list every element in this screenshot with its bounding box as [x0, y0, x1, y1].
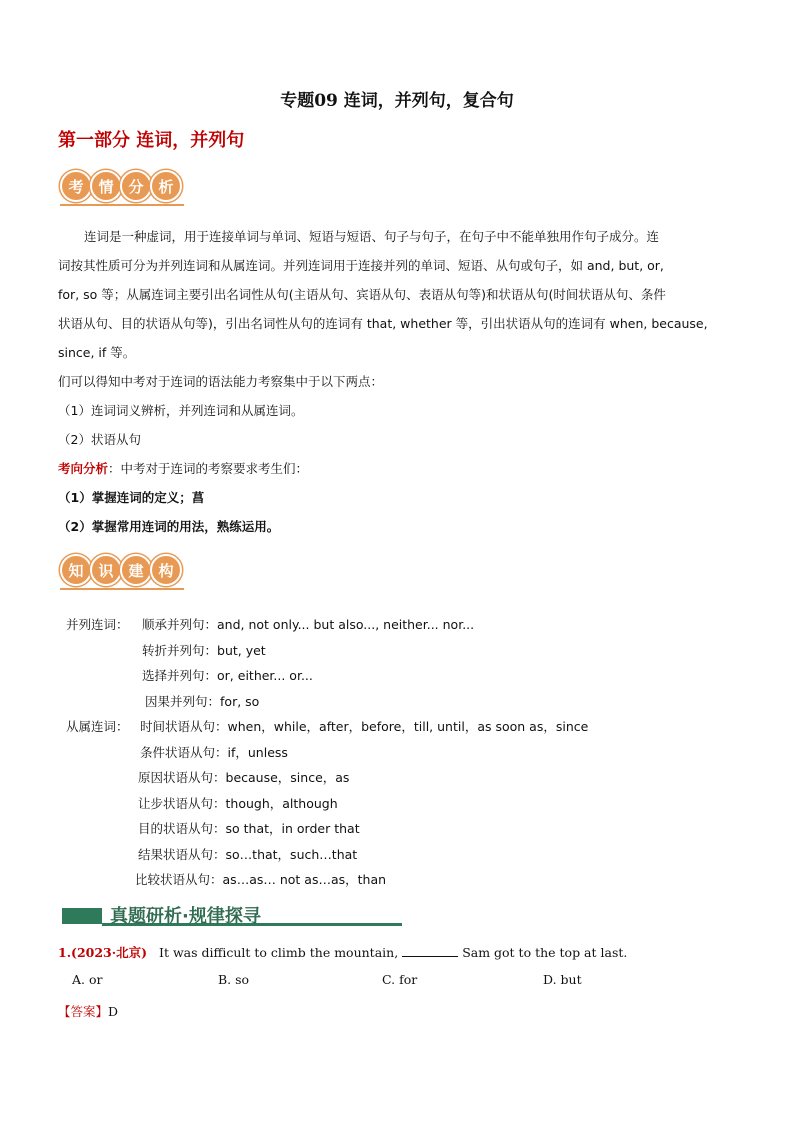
badge-char: 知: [60, 554, 92, 586]
question-1: [58, 943, 627, 961]
coord-row: 转折并列句：but, yet: [142, 643, 266, 658]
section-banner: [62, 902, 402, 930]
direction-text: ：中考对于连词的考察要求考生们：: [108, 461, 309, 476]
badge-char: 分: [120, 170, 152, 202]
answer-label: 【答案】: [58, 1004, 109, 1019]
question-stem-after: Sam got to the top at last.: [462, 945, 628, 960]
direction-label: 考向分析: [58, 461, 109, 476]
sub-row: 结果状语从句：so…that，such…that: [138, 847, 358, 862]
coord-row: 顺承并列句：and, not only... but also..., neither... nor...: [142, 617, 475, 632]
sub-row: 让步状语从句：though，although: [138, 796, 338, 811]
intro-line-4: 状语从句、目的状语从句等)，引出名词性从句的连词有 that, whether 等，引出状语从句的连词有 when, because,: [58, 316, 708, 331]
badge-char: 构: [150, 554, 182, 586]
coord-label: 并列连词：: [66, 617, 129, 632]
option-d: D. but: [543, 972, 582, 987]
requirement-1: （1）掌握连词的定义；菖: [58, 490, 205, 505]
answer-line: [58, 1002, 118, 1020]
banner-text: 真题研析·规律探寻: [110, 906, 261, 927]
sub-row: 原因状语从句：because，since，as: [138, 770, 350, 785]
answer-blank: [402, 944, 458, 957]
point-2: （2）状语从句: [58, 432, 141, 447]
sub-row: 比较状语从句：as…as… not as…as，than: [135, 872, 387, 887]
badge-char: 析: [150, 170, 182, 202]
sub-row: 条件状语从句：if，unless: [140, 745, 288, 760]
intro-line-3: for, so 等；从属连词主要引出名词性从句(主语从句、宾语从句、表语从句等)和状语从句(时间状语从句、条件: [58, 287, 666, 302]
page-title: 专题09 连词，并列句，复合句: [280, 91, 514, 111]
part-heading: 第一部分 连词，并列句: [58, 130, 245, 151]
intro-line-2: 词按其性质可分为并列连词和从属连词。并列连词用于连接并列的单词、短语、从句或句子，如 and, but, or,: [58, 258, 664, 273]
badge-char: 识: [90, 554, 122, 586]
analysis-badge: [60, 166, 184, 206]
knowledge-badge: [60, 550, 184, 590]
intro-line-1: 连词是一种虚词，用于连接单词与单词、短语与短语、句子与句子，在句子中不能单独用作句子成分。连: [84, 229, 660, 244]
sub-label: 从属连词：: [66, 719, 129, 734]
question-stem-before: It was difficult to climb the mountain,: [159, 945, 399, 960]
coord-row: 因果并列句：for, so: [145, 694, 260, 709]
summary-line: 们可以得知中考对于连词的语法能力考察集中于以下两点：: [58, 374, 384, 389]
direction-line: [58, 454, 308, 483]
option-a: A. or: [72, 972, 103, 987]
coord-row: 选择并列句：or, either... or...: [142, 668, 313, 683]
option-b: B. so: [218, 972, 250, 987]
requirement-2: （2）掌握常用连词的用法，熟练运用。: [58, 519, 280, 534]
sub-row: 时间状语从句：when，while，after，before，till, until，as soon as，since: [140, 719, 589, 734]
point-1: （1）连词词义辨析，并列连词和从属连词。: [58, 403, 304, 418]
intro-line-5: since, if 等。: [58, 345, 136, 360]
badge-char: 建: [120, 554, 152, 586]
badge-char: 考: [60, 170, 92, 202]
badge-char: 情: [90, 170, 122, 202]
option-c: C. for: [382, 972, 418, 987]
answer-value: D: [108, 1004, 119, 1019]
sub-row: 目的状语从句：so that，in order that: [138, 821, 360, 836]
question-number: 1.(2023·北京): [58, 945, 148, 960]
